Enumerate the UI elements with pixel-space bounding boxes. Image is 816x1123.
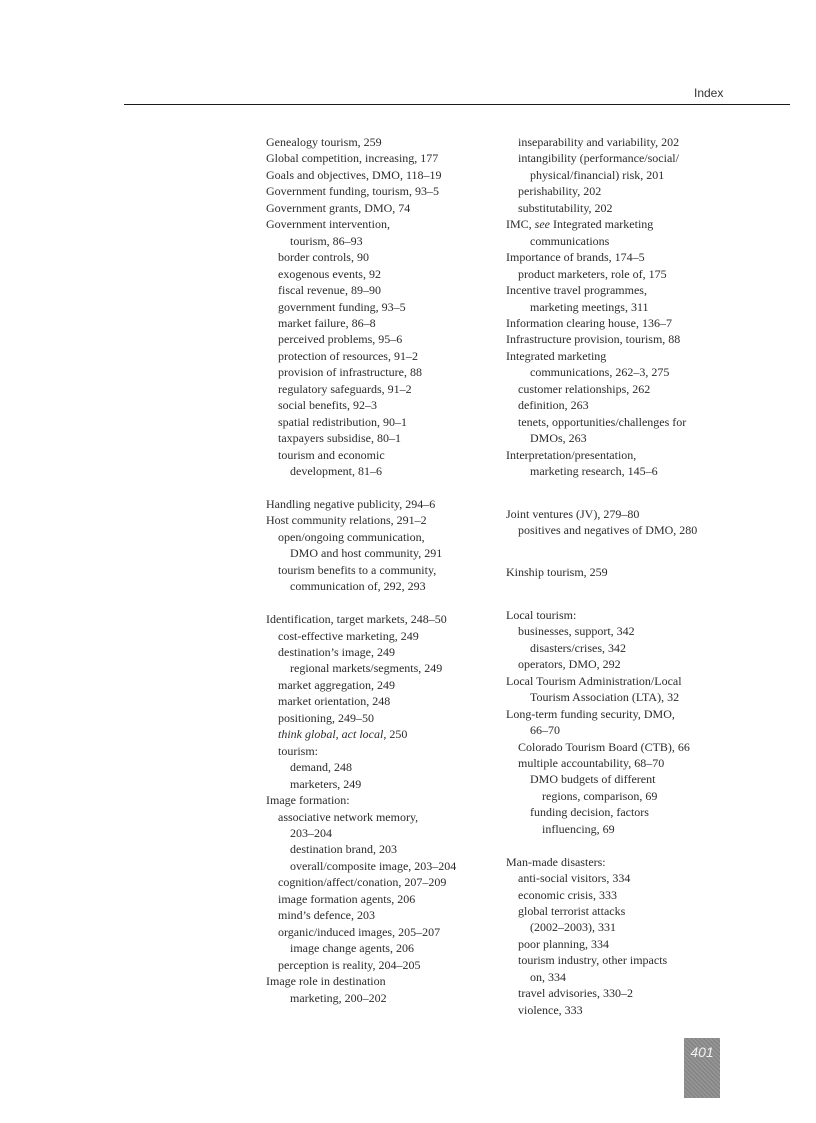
index-subentry: influencing, 69 <box>542 821 615 836</box>
index-subentry: image change agents, 206 <box>290 941 414 956</box>
index-subentry: Colorado Tourism Board (CTB), 66 <box>518 739 690 754</box>
index-subentry: perceived problems, 95–6 <box>278 332 403 347</box>
index-subentry: market failure, 86–8 <box>278 315 376 330</box>
index-subentry: regions, comparison, 69 <box>542 788 658 803</box>
index-subentry: DMO budgets of different <box>530 772 656 787</box>
index-subentry: Tourism Association (LTA), 32 <box>530 690 680 705</box>
index-subentry: regional markets/segments, 249 <box>290 661 443 676</box>
index-main-entry: Local tourism: <box>506 607 577 622</box>
header-rule-divider <box>124 104 790 105</box>
index-subentry: intangibility (performance/social/ <box>518 151 679 166</box>
index-subentry: multiple accountability, 68–70 <box>518 755 665 770</box>
index-subentry: mind’s defence, 203 <box>278 908 375 923</box>
index-main-entry: Kinship tourism, 259 <box>506 565 608 580</box>
index-subentry: poor planning, 334 <box>518 936 609 951</box>
index-subentry: violence, 333 <box>518 1002 583 1017</box>
index-subentry: development, 81–6 <box>290 464 382 479</box>
index-subentry: marketing meetings, 311 <box>530 299 649 314</box>
index-subentry: image formation agents, 206 <box>278 891 416 906</box>
index-subentry: social benefits, 92–3 <box>278 398 377 413</box>
index-subentry: tourism and economic <box>278 447 385 462</box>
index-subentry: communications <box>530 233 610 248</box>
index-subentry: economic crisis, 333 <box>518 887 617 902</box>
index-subentry: destination brand, 203 <box>290 842 397 857</box>
index-subentry: communications, 262–3, 275 <box>530 365 670 380</box>
index-subentry: funding decision, factors <box>530 805 649 820</box>
index-subentry: open/ongoing communication, <box>278 529 425 544</box>
index-column-left <box>266 134 496 1006</box>
entry-text: , 250 <box>383 727 408 742</box>
index-subentry: government funding, 93–5 <box>278 299 406 314</box>
index-subentry: positives and negatives of DMO, 280 <box>518 522 698 537</box>
index-main-entry: Goals and objectives, DMO, 118–19 <box>266 167 442 182</box>
index-subentry: taxpayers subsidise, 80–1 <box>278 431 401 446</box>
index-subentry: customer relationships, 262 <box>518 381 651 396</box>
entry-italic-text: see <box>534 217 550 232</box>
entry-spacer <box>266 480 496 496</box>
index-subentry: tenets, opportunities/challenges for <box>518 414 687 429</box>
index-subentry: substitutability, 202 <box>518 200 613 215</box>
index-main-entry <box>506 216 736 232</box>
index-subentry: physical/financial) risk, 201 <box>530 167 665 182</box>
index-subentry: cognition/affect/conation, 207–209 <box>278 875 447 890</box>
index-subentry: on, 334 <box>530 969 566 984</box>
index-subentry: demand, 248 <box>290 760 352 775</box>
index-subentry: travel advisories, 330–2 <box>518 986 633 1001</box>
index-subentry: protection of resources, 91–2 <box>278 348 418 363</box>
index-subentry: product marketers, role of, 175 <box>518 266 667 281</box>
index-main-entry: Image formation: <box>266 793 350 808</box>
index-subentry: provision of infrastructure, 88 <box>278 365 422 380</box>
index-subentry: communication of, 292, 293 <box>290 579 426 594</box>
index-subentry: spatial redistribution, 90–1 <box>278 414 407 429</box>
index-subentry <box>266 726 496 742</box>
entry-spacer <box>506 538 736 564</box>
entry-text: Integrated marketing <box>550 217 654 232</box>
entry-spacer <box>266 595 496 611</box>
index-main-entry: Government grants, DMO, 74 <box>266 200 411 215</box>
page-number: 401 <box>690 1044 714 1060</box>
index-subentry: 66–70 <box>530 723 560 738</box>
index-subentry: cost-effective marketing, 249 <box>278 628 419 643</box>
index-subentry: positioning, 249–50 <box>278 710 375 725</box>
index-main-entry: Genealogy tourism, 259 <box>266 135 382 149</box>
index-subentry: tourism industry, other impacts <box>518 953 668 968</box>
index-main-entry: Host community relations, 291–2 <box>266 513 427 528</box>
index-subentry: fiscal revenue, 89–90 <box>278 283 381 298</box>
index-subentry: tourism, 86–93 <box>290 233 363 248</box>
entry-spacer <box>506 480 736 506</box>
index-subentry: market aggregation, 249 <box>278 677 395 692</box>
index-main-entry: Infrastructure provision, tourism, 88 <box>506 332 681 347</box>
entry-text: IMC, <box>506 217 535 232</box>
index-main-entry: Government intervention, <box>266 217 390 232</box>
running-header-index: Index <box>694 86 724 100</box>
entry-italic-text: think global, act local <box>278 727 384 742</box>
index-subentry: border controls, 90 <box>278 250 369 265</box>
index-subentry: overall/composite image, 203–204 <box>290 858 457 873</box>
index-subentry: DMOs, 263 <box>530 431 587 446</box>
index-subentry: exogenous events, 92 <box>278 266 381 281</box>
index-subentry: organic/induced images, 205–207 <box>278 924 441 939</box>
index-main-entry: Interpretation/presentation, <box>506 447 637 462</box>
index-main-entry: Global competition, increasing, 177 <box>266 151 439 166</box>
index-subentry: associative network memory, <box>278 809 419 824</box>
index-main-entry: Man-made disasters: <box>506 854 606 869</box>
index-subentry: marketing research, 145–6 <box>530 464 658 479</box>
index-subentry: definition, 263 <box>518 398 589 413</box>
index-main-entry: Government funding, tourism, 93–5 <box>266 184 439 199</box>
index-subentry: 203–204 <box>290 826 332 840</box>
index-subentry: operators, DMO, 292 <box>518 657 621 672</box>
index-main-entry: Integrated marketing <box>506 348 607 363</box>
index-subentry: global terrorist attacks <box>518 904 626 919</box>
index-main-entry: Information clearing house, 136–7 <box>506 315 672 330</box>
index-subentry: anti-social visitors, 334 <box>518 871 631 886</box>
page-number-tab <box>684 1038 720 1098</box>
index-main-entry: Importance of brands, 174–5 <box>506 250 645 265</box>
index-subentry: DMO and host community, 291 <box>290 546 443 561</box>
entry-spacer <box>506 581 736 607</box>
index-main-entry: Joint ventures (JV), 279–80 <box>506 506 640 521</box>
index-main-entry: Local Tourism Administration/Local <box>506 673 682 688</box>
entry-spacer <box>506 837 736 853</box>
index-subentry: perishability, 202 <box>518 184 602 199</box>
index-main-entry: Identification, target markets, 248–50 <box>266 612 447 627</box>
index-subentry: marketers, 249 <box>290 776 362 791</box>
index-subentry: (2002–2003), 331 <box>530 920 616 935</box>
index-subentry: market orientation, 248 <box>278 694 391 709</box>
index-main-entry: Handling negative publicity, 294–6 <box>266 496 436 511</box>
index-subentry: perception is reality, 204–205 <box>278 957 421 972</box>
index-subentry: destination’s image, 249 <box>278 645 395 660</box>
index-subentry: businesses, support, 342 <box>518 624 635 639</box>
index-subentry: inseparability and variability, 202 <box>518 135 680 149</box>
index-column-right <box>506 134 736 1018</box>
index-subentry: marketing, 200–202 <box>290 990 387 1005</box>
index-subentry: disasters/crises, 342 <box>530 640 626 655</box>
index-subentry: tourism: <box>278 743 319 758</box>
index-subentry: tourism benefits to a community, <box>278 562 437 577</box>
index-main-entry: Incentive travel programmes, <box>506 283 647 298</box>
index-main-entry: Long-term funding security, DMO, <box>506 706 675 721</box>
index-main-entry: Image role in destination <box>266 974 386 989</box>
index-subentry: regulatory safeguards, 91–2 <box>278 381 412 396</box>
